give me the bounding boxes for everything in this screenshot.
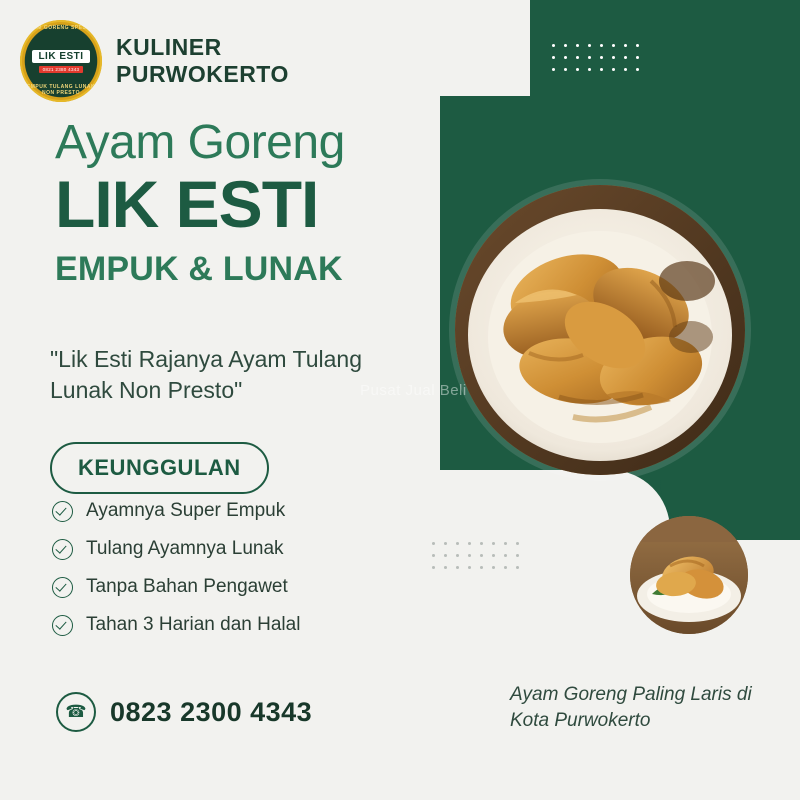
list-item bbox=[52, 614, 432, 636]
green-panel-curve-cut bbox=[440, 470, 670, 550]
dot-grid-top bbox=[552, 44, 644, 76]
brand-header bbox=[20, 20, 289, 102]
contact-phone-number[interactable]: 0823 2300 4343 bbox=[110, 696, 313, 727]
phone-icon: ☎ bbox=[56, 692, 96, 732]
product-photo-main bbox=[455, 185, 745, 475]
green-panel-notch bbox=[440, 0, 530, 96]
list-item bbox=[52, 576, 432, 598]
feature-label: Ayamnya Super Empuk bbox=[86, 500, 286, 521]
check-circle-icon bbox=[52, 539, 73, 560]
headline-block bbox=[55, 118, 455, 289]
check-circle-icon bbox=[52, 501, 73, 522]
keunggulan-pill: KEUNGGULAN bbox=[50, 442, 269, 494]
feature-list bbox=[52, 500, 432, 652]
feature-label: Tahan 3 Harian dan Halal bbox=[86, 614, 301, 635]
list-item bbox=[52, 538, 432, 560]
brand-title bbox=[116, 34, 289, 88]
headline-line-3: EMPUK & LUNAK bbox=[55, 249, 343, 288]
brand-title-line-1: KULINER bbox=[116, 33, 222, 60]
tagline-text: Ayam Goreng Paling Laris di Kota Purwokerto bbox=[510, 684, 752, 731]
product-photo-secondary bbox=[630, 516, 748, 634]
watermark-text: Pusat Jual Beli bbox=[360, 382, 467, 399]
brand-logo bbox=[20, 20, 102, 102]
quote-text: "Lik Esti Rajanya Ayam Tulang Lunak Non Presto" bbox=[50, 346, 363, 404]
list-item bbox=[52, 500, 432, 522]
logo-name-badge: LIK ESTI bbox=[32, 50, 89, 63]
brand-title-line-2: PURWOKERTO bbox=[116, 61, 289, 87]
feature-label: Tanpa Bahan Pengawet bbox=[86, 576, 288, 597]
logo-ring-bottom-text: EMPUK TULANG LUNAK NON PRESTO bbox=[26, 84, 96, 96]
dot-grid-left bbox=[432, 542, 524, 574]
logo-ring-top-text: AYAM GORENG SPESIAL bbox=[26, 25, 96, 31]
feature-label: Tulang Ayamnya Lunak bbox=[86, 538, 284, 559]
check-circle-icon bbox=[52, 615, 73, 636]
contact-row[interactable] bbox=[56, 692, 312, 732]
check-circle-icon bbox=[52, 577, 73, 598]
headline-line-1: Ayam Goreng bbox=[55, 116, 345, 169]
headline-line-2: LIK ESTI bbox=[55, 167, 319, 242]
logo-phone-text: 0821 2380 4343 bbox=[39, 66, 84, 73]
